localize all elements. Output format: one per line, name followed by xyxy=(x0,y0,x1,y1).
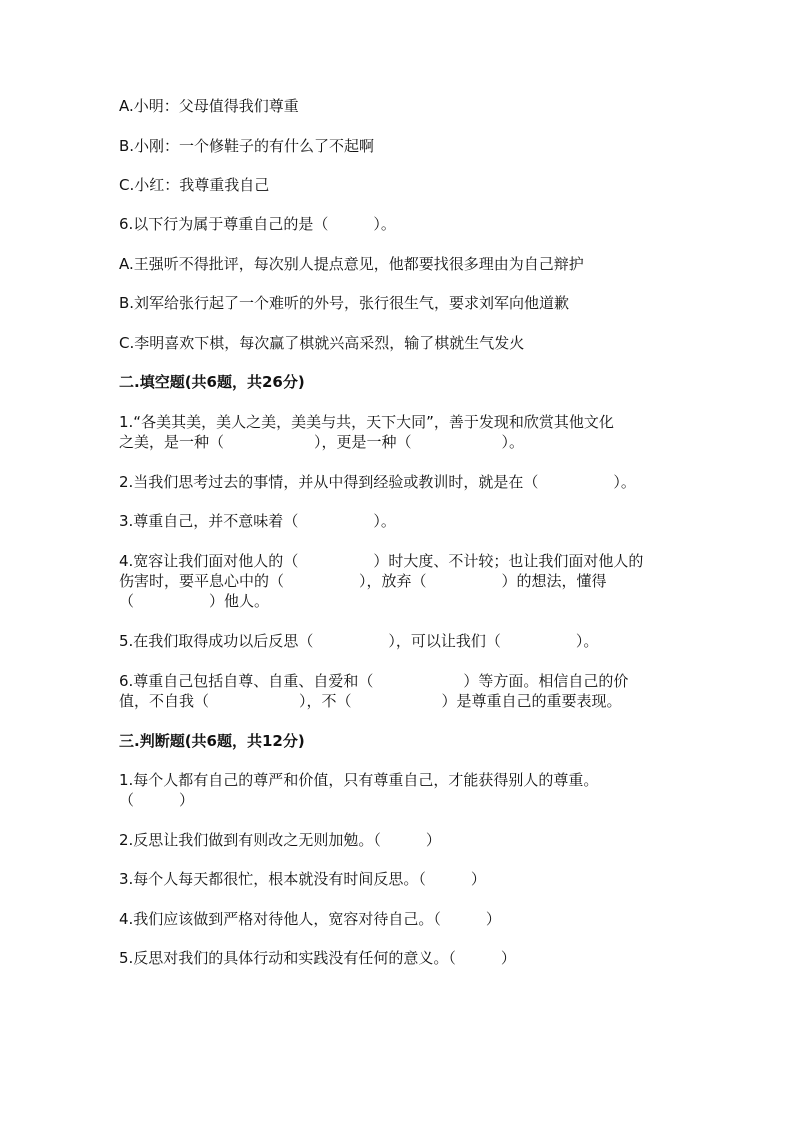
section-3-heading: 三.判断题(共6题，共12分) xyxy=(119,732,305,750)
judge-item-1-line-1: 1.每个人都有自己的尊严和价值，只有尊重自己，才能获得别人的尊重。 xyxy=(119,771,599,789)
judge-item-5: 5.反思对我们的具体行动和实践没有任何的意义。（ ） xyxy=(119,949,516,967)
option-a: A.小明：父母值得我们尊重 xyxy=(119,97,299,115)
fill-item-6-line-1: 6.尊重自己包括自尊、自重、自爱和（ ）等方面。相信自己的价 xyxy=(119,672,629,690)
fill-item-1-line-2: 之美，是一种（ ），更是一种（ ）。 xyxy=(119,433,525,451)
judge-item-4: 4.我们应该做到严格对待他人，宽容对待自己。（ ） xyxy=(119,910,501,928)
fill-item-4-line-2: 伤害时，要平息心中的（ ），放弃（ ）的想法，懂得 xyxy=(119,572,607,590)
judge-item-2: 2.反思让我们做到有则改之无则加勉。（ ） xyxy=(119,831,441,849)
fill-item-4-line-1: 4.宽容让我们面对他人的（ ）时大度、不计较；也让我们面对他人的 xyxy=(119,552,644,570)
option-c: C.小红：我尊重我自己 xyxy=(119,176,270,194)
question-6-option-c: C.李明喜欢下棋，每次赢了棋就兴高采烈，输了棋就生气发火 xyxy=(119,334,525,352)
section-2-heading: 二.填空题(共6题，共26分) xyxy=(119,373,305,391)
question-6-option-b: B.刘军给张行起了一个难听的外号，张行很生气，要求刘军向他道歉 xyxy=(119,294,570,312)
fill-item-1-line-1: 1.“各美其美，美人之美，美美与共，天下大同”，善于发现和欣赏其他文化 xyxy=(119,413,614,431)
option-b: B.小刚：一个修鞋子的有什么了不起啊 xyxy=(119,137,375,155)
question-6-stem: 6.以下行为属于尊重自己的是（ ）。 xyxy=(119,215,396,233)
judge-item-1-line-2: （ ） xyxy=(119,791,195,809)
fill-item-6-line-2: 值，不自我（ ），不（ ）是尊重自己的重要表现。 xyxy=(119,692,622,710)
fill-item-4-line-3: （ ）他人。 xyxy=(119,592,270,610)
fill-item-5: 5.在我们取得成功以后反思（ ），可以让我们（ ）。 xyxy=(119,632,599,650)
fill-item-2: 2.当我们思考过去的事情，并从中得到经验或教训时，就是在（ ）。 xyxy=(119,473,636,491)
judge-item-3: 3.每个人每天都很忙，根本就没有时间反思。（ ） xyxy=(119,870,486,888)
fill-item-3: 3.尊重自己，并不意味着（ ）。 xyxy=(119,512,396,530)
question-6-option-a: A.王强听不得批评，每次别人提点意见，他都要找很多理由为自己辩护 xyxy=(119,255,584,273)
